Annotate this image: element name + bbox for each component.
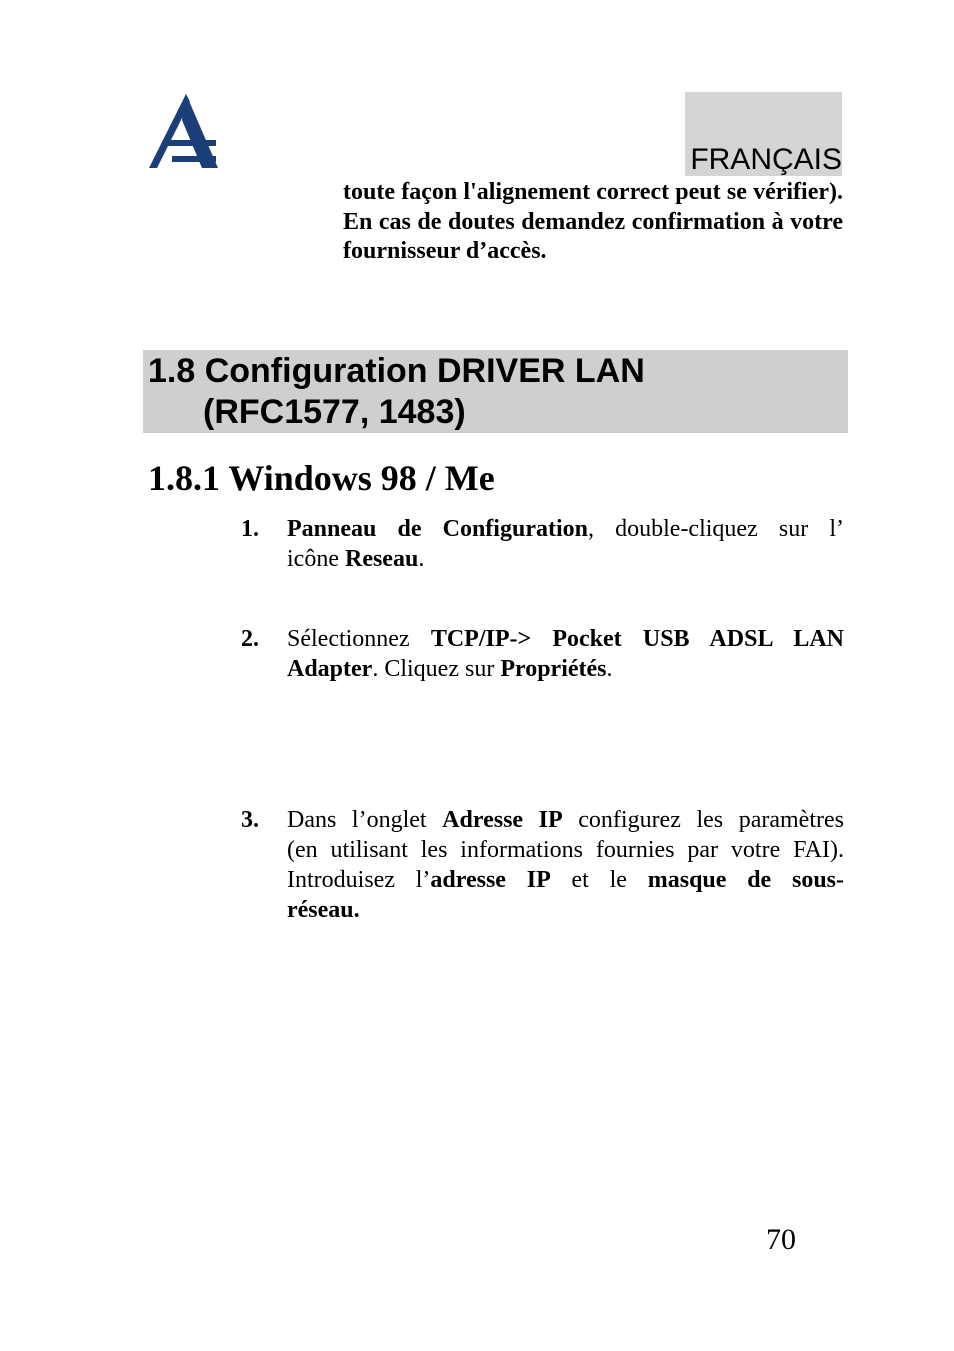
step-line [287,835,844,865]
text-run: . Cliquez sur [372,656,501,682]
step-3 [241,805,844,925]
language-label: FRANÇAIS [690,143,842,176]
section-heading-line2: (RFC1577, 1483) [203,393,466,431]
bold-term: TCP/IP-> Pocket USB ADSL LAN [430,626,844,652]
language-badge [685,92,842,176]
step-line [287,544,844,574]
text-run: , double-cliquez sur l’ [587,516,844,542]
step-line [287,865,844,895]
bold-term: Propriétés [500,656,607,682]
subsection-heading: 1.8.1 Windows 98 / Me [148,458,495,498]
step-text [287,624,844,684]
text-run: Dans l’onglet [287,807,443,833]
text-run: et le [550,867,648,893]
step-text [287,805,844,925]
step-number: 2. [241,626,259,652]
atlantis-logo [146,92,220,172]
text-run: icône [287,546,345,572]
section-heading [143,350,848,433]
text-run: Introduisez l’ [287,867,431,893]
step-line [287,624,844,654]
text-run: . [606,656,613,682]
bold-term: Panneau de Configuration [287,516,588,542]
step-line [287,654,844,684]
text-run: Sélectionnez [287,626,431,652]
text-run: . [418,546,425,572]
step-2 [241,624,844,684]
bold-term: Adresse IP [442,807,563,833]
step-1 [241,514,844,574]
bold-term: adresse IP [430,867,551,893]
text-run: (en utilisant les informations fournies par votre FAI). [287,837,844,863]
step-text [287,514,844,574]
bold-term: masque de sous- [647,867,844,893]
step-line [287,514,844,544]
step-line [287,895,844,925]
atlantis-logo-icon [146,92,220,172]
page-number: 70 [766,1223,796,1256]
bold-term: Reseau [344,546,419,572]
step-number: 3. [241,807,259,833]
section-heading-line1: 1.8 Configuration DRIVER LAN [148,352,645,390]
step-number: 1. [241,516,259,542]
text-run: configurez les paramètres [562,807,844,833]
step-line [287,805,844,835]
bold-term: réseau. [287,897,360,923]
bold-term: Adapter [287,656,373,682]
intro-paragraph: toute façon l'alignement correct peut se vérifier). En cas de doutes demandez confirmation à votre fournisseur d’accès. [343,179,843,264]
